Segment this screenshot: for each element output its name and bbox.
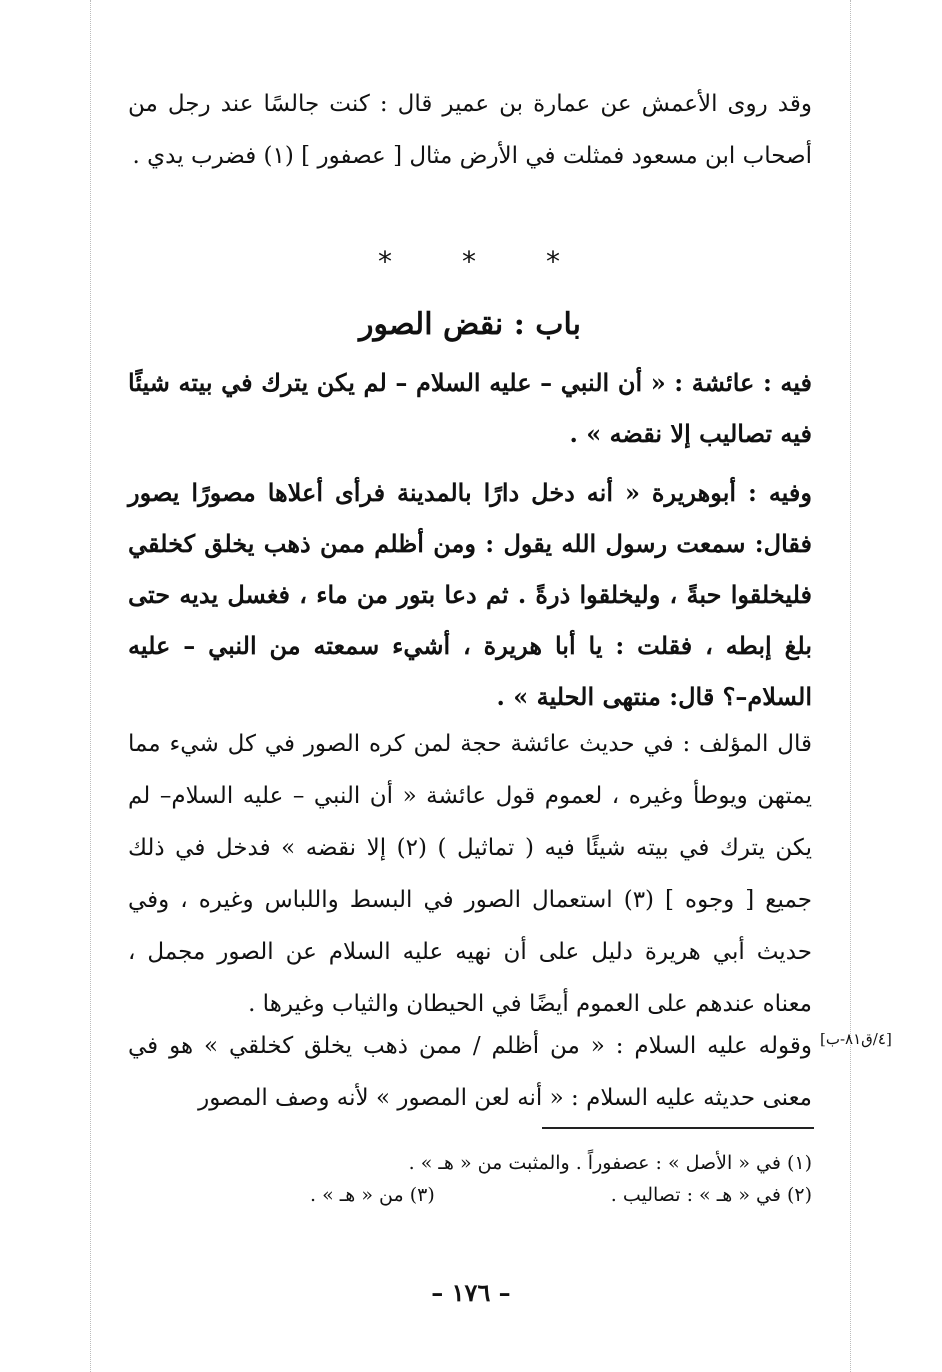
commentary-paragraph: قال المؤلف : في حديث عائشة حجة لمن كره الصور في كل شيء مما يمتهن ويوطأ وغيره ، لعموم قول عائشة « أن النبي – عليه السلام– لم يكن يترك في بيته شيئًا فيه ( تماثيل ) (٢) إلا نقضه » فدخل في ذلك جميع [ وجوه ] (٣) استعمال الصور في البسط واللباس وغيره ، وفي حديث أبي هريرة دليل على أن نهيه عليه السلام عن الصور مجمل ، معناه عندهم على العموم أيضًا في الحيطان والثياب وغيرها .: [128, 731, 813, 1017]
footnote-3: (٣) من « هـ » .: [310, 1184, 435, 1206]
commentary-block: [128, 718, 812, 1030]
footnote-2: (٢) في « هـ » : تصاليب .: [610, 1184, 812, 1206]
separator-star: *: [462, 245, 476, 278]
chapter-heading: باب : نقض الصور: [359, 307, 581, 342]
section-separator: [0, 245, 942, 279]
last-paragraph: وقوله عليه السلام : « من أظلم / ممن ذهب يخلق كخلقي » هو في معنى حديثه عليه السلام : « أنه لعن المصور » لأنه وصف المصور: [128, 1033, 812, 1111]
manuscript-folio-reference: [٤/ق٨١-ب]: [820, 1030, 892, 1048]
hadith-2-paragraph: وفيه : أبوهريرة « أنه دخل دارًا بالمدينة فرأى أعلاها مصورًا يصور فقال: سمعت رسول الله يقول : ومن أظلم ممن ذهب يخلق كخلقي فليخلقوا حبةً ، وليخلقوا ذرةً . ثم دعا بتور من ماء ، فغسل يديه حتى بلغ إبطه ، فقلت : يا أبا هريرة ، أشيء سمعته من النبي – عليه السلام–؟ قال: منتهى الحلية » .: [128, 478, 812, 711]
intro-block: [128, 78, 812, 182]
footnote-divider: [542, 1127, 814, 1129]
footnote-1: (١) في « الأصل » : عصفوراً . والمثبت من « هـ » .: [408, 1152, 812, 1174]
scan-guide-line: [90, 0, 91, 1372]
page-number: – ١٧٦ –: [431, 1278, 511, 1307]
intro-paragraph: وقد روى الأعمش عن عمارة بن عمير قال : كنت جالسًا عند رجل من أصحاب ابن مسعود فمثلت في الأرض مثال [ عصفور ] (١) فضرب يدي .: [128, 91, 812, 169]
scan-guide-line: [850, 0, 851, 1372]
last-paragraph-block: [128, 1020, 812, 1124]
separator-star: *: [378, 245, 392, 278]
hadith-1-block: [128, 357, 812, 459]
hadith-1-paragraph: فيه : عائشة : « أن النبي – عليه السلام – لم يكن يترك في بيته شيئًا فيه تصاليب إلا نقضه » .: [128, 368, 812, 448]
separator-star: *: [546, 245, 560, 278]
hadith-2-block: [128, 467, 812, 722]
